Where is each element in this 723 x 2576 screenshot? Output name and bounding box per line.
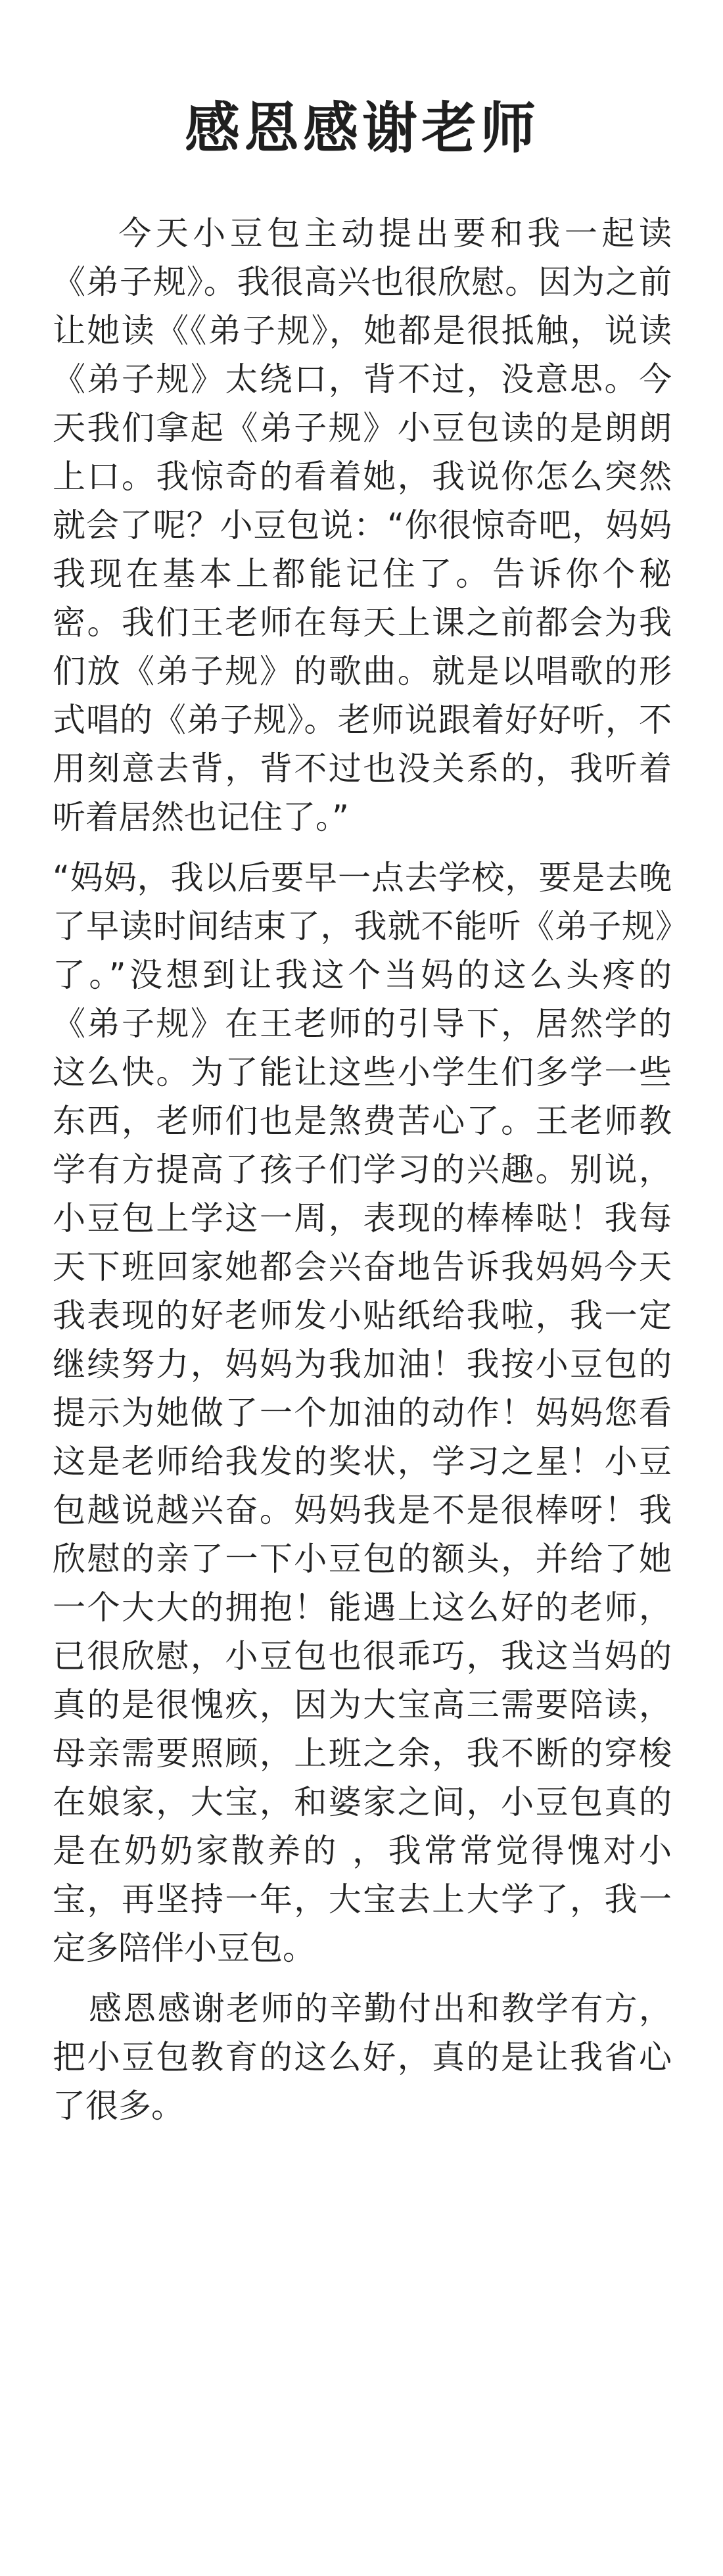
article-paragraph-1: 今天小豆包主动提出要和我一起读《弟子规》。我很高兴也很欣慰。因为之前让她读《《弟子规》，她都是很抵触，说读《弟子规》太绕口，背不过，没意思。今天我们拿起《弟子规》小豆包读的是朗朗上口。我惊奇的看着她，我说你怎么突然就会了呢？小豆包说：“你很惊奇吧，妈妈我现在基本上都能记住了。告诉你个秘密。我们王老师在每天上课之前都会为我们放《弟子规》的歌曲。就是以唱歌的形式唱的《弟子规》。老师说跟着好好听，不用刻意去背，背不过也没关系的，我听着听着居然也记住了。” <box>53 214 672 836</box>
article-title: 感恩感谢老师 <box>184 96 540 160</box>
article-paragraph-2: “妈妈，我以后要早一点去学校，要是去晚了早读时间结束了，我就不能听《弟子规》了。”没想到让我这个当妈的这么头疼的《弟子规》在王老师的引导下，居然学的这么快。为了能让这些小学生们多学一些东西，老师们也是煞费苦心了。王老师教学有方提高了孩子们学习的兴趣。别说，小豆包上学这一周，表现的棒棒哒！我每天下班回家她都会兴奋地告诉我妈妈今天我表现的好老师发小贴纸给我啦，我一定继续努力，妈妈为我加油！我按小豆包的提示为她做了一个加油的动作！妈妈您看这是老师给我发的奖状，学习之星！小豆包越说越兴奋。妈妈我是不是很棒呀！我欣慰的亲了一下小豆包的额头，并给了她一个大大的拥抱！能遇上这么好的老师，已很欣慰，小豆包也很乖巧，我这当妈的真的是很愧疚，因为大宝高三需要陪读，母亲需要照顾，上班之余，我不断的穿梭在娘家，大宝，和婆家之间，小豆包真的是在奶奶家散养的 ，我常常觉得愧对小宝，再坚持一年，大宝去上大学了，我一定多陪伴小豆包。 <box>53 858 672 1967</box>
article-paragraph-3: 感恩感谢老师的辛勤付出和教学有方，把小豆包教育的这么好，真的是让我省心了很多。 <box>53 1989 672 2125</box>
